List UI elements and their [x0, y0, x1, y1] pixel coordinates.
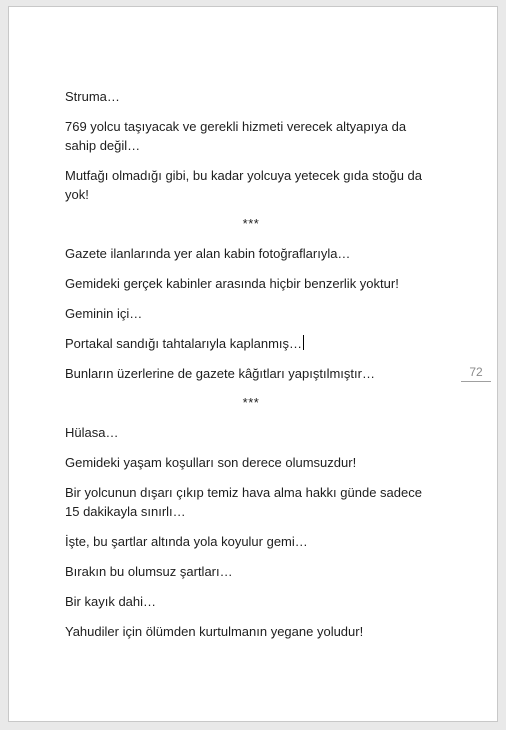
section-separator: ***	[242, 216, 260, 231]
paragraph[interactable]: Struma…	[65, 89, 120, 104]
paragraph[interactable]: Mutfağı olmadığı gibi, bu kadar yolcuya yetecek gıda stoğu da yok!	[65, 168, 422, 202]
paragraph[interactable]: İşte, bu şartlar altında yola koyulur gemi…	[65, 534, 308, 549]
text-cursor	[303, 335, 304, 350]
section-separator: ***	[242, 395, 260, 410]
paragraph[interactable]: Bırakın bu olumsuz şartları…	[65, 564, 233, 579]
paragraph[interactable]: Geminin içi…	[65, 306, 143, 321]
paragraph[interactable]: Hülasa…	[65, 425, 119, 440]
paragraph-text[interactable]: Portakal sandığı tahtalarıyla kaplanmış…	[65, 336, 303, 351]
page-body[interactable]	[65, 87, 437, 652]
paragraph[interactable]: 769 yolcu taşıyacak ve gerekli hizmeti verecek altyapıya da sahip değil…	[65, 119, 407, 153]
document-page[interactable]	[8, 6, 498, 722]
paragraph[interactable]: Gazete ilanlarında yer alan kabin fotoğraflarıyla…	[65, 246, 351, 261]
paragraph[interactable]: Yahudiler için ölümden kurtulmanın yegane yoludur!	[65, 624, 364, 639]
paragraph[interactable]: Bunların üzerlerine de gazete kâğıtları yapıştılmıştır…	[65, 366, 375, 381]
page-number: 72	[461, 365, 491, 382]
paragraph[interactable]: Gemideki yaşam koşulları son derece olumsuzdur!	[65, 455, 357, 470]
paragraph[interactable]: Bir yolcunun dışarı çıkıp temiz hava alma hakkı günde sadece 15 dakikayla sınırlı…	[65, 485, 422, 519]
paragraph[interactable]: Gemideki gerçek kabinler arasında hiçbir benzerlik yoktur!	[65, 276, 399, 291]
paragraph[interactable]: Bir kayık dahi…	[65, 594, 157, 609]
paragraph-with-cursor[interactable]	[65, 334, 437, 353]
